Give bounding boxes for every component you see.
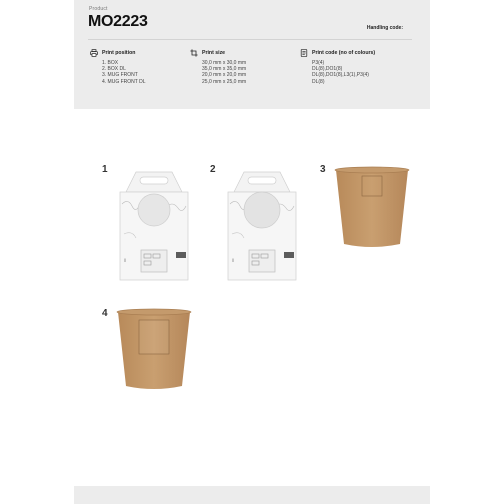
print-code-title: Print code (no of colours) (312, 49, 376, 56)
list-item: 25,0 mm x 25,0 mm (202, 78, 247, 85)
print-size-column (190, 48, 246, 85)
position-number: 2 (210, 164, 216, 175)
spec-sheet (74, 0, 430, 504)
list-item: DL(8),DO1(8),L3(1),P3(4) (312, 72, 369, 79)
crop-icon (190, 49, 198, 57)
print-code-column (300, 48, 375, 85)
handling-code-label: Handling code: (366, 25, 403, 31)
list-item: 4. MUG FRONT DL (102, 78, 146, 85)
cup-image-4 (114, 306, 194, 392)
list-item: DL(8),DO1(8) (312, 66, 343, 73)
list-item: DL(8) (312, 78, 325, 85)
cup-image-3 (332, 164, 412, 250)
list-item: 3. MUG FRONT (102, 72, 138, 79)
box-image-1 (118, 164, 190, 284)
printer-icon (90, 49, 98, 57)
list-item: 30,0 mm x 30,0 mm (202, 60, 247, 66)
header (74, 0, 430, 109)
eyebrow-label: Product (89, 6, 108, 12)
svg-text:Ⅱ: Ⅱ (232, 258, 235, 264)
print-position-title: Print position (102, 49, 136, 56)
print-size-title: Print size (202, 49, 226, 56)
footer-band (74, 486, 430, 504)
print-position-column (90, 48, 146, 85)
svg-text:Ⅱ: Ⅱ (124, 258, 127, 264)
list-item: 35,0 mm x 35,0 mm (202, 66, 247, 73)
product-code: MO2223 (88, 13, 148, 30)
box-image-2 (226, 164, 298, 284)
list-item: 20,0 mm x 20,0 mm (202, 72, 247, 79)
position-number: 3 (320, 164, 326, 175)
position-number: 1 (102, 164, 108, 175)
print-area (139, 320, 169, 354)
document-icon (300, 49, 308, 57)
list-item: 2. BOX DL (102, 66, 126, 73)
divider (88, 39, 412, 40)
list-item: 1. BOX (102, 60, 119, 66)
list-item: P3(4) (312, 60, 325, 66)
position-number: 4 (102, 308, 108, 319)
